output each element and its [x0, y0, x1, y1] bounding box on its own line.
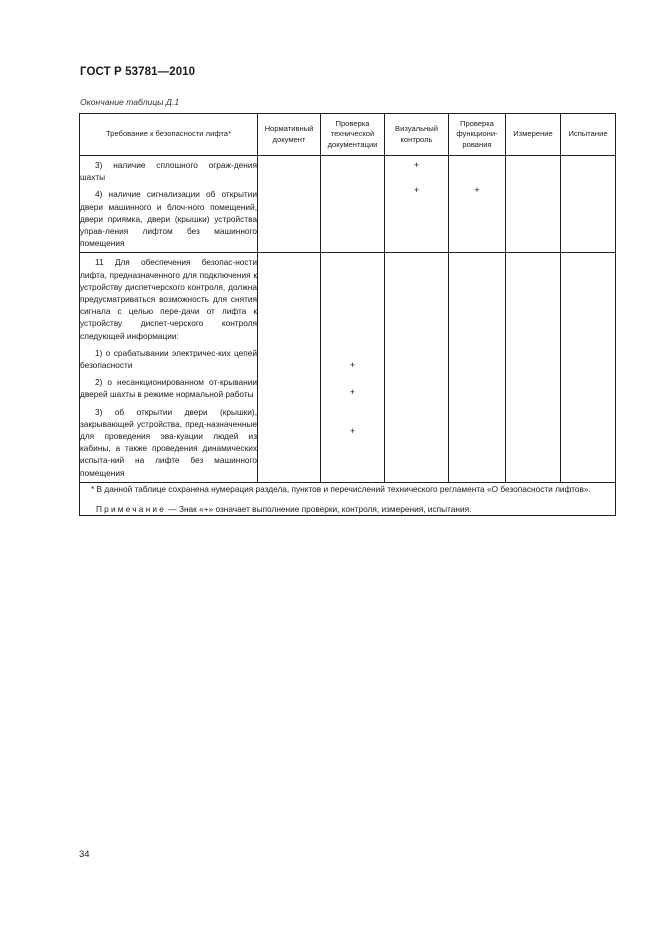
requirements-table [79, 113, 616, 516]
col-header-requirement: Требование к безопасности лифта* [80, 114, 258, 156]
requirement-item: 2) о несанкционированном от-крывании дверей шахты в режиме нормальной работы [80, 377, 257, 400]
requirement-item: 3) наличие сплошного ограж-дения шахты [80, 160, 257, 183]
mark-cell [321, 156, 385, 253]
requirement-cell [80, 253, 258, 482]
plus-mark: + [413, 160, 420, 170]
document-header: ГОСТ Р 53781—2010 [80, 66, 196, 78]
col-header-tech-doc-check: Проверка технической документации [321, 114, 385, 156]
col-header-normative-doc: Нормативный документ [258, 114, 321, 156]
plus-mark: + [349, 426, 356, 437]
table-remark [80, 503, 615, 515]
table-caption: Окончание таблицы Д.1 [80, 97, 180, 107]
plus-mark: + [474, 185, 480, 195]
mark-cell [449, 253, 506, 482]
table-notes-row [80, 482, 616, 515]
table-header-row [80, 114, 616, 156]
requirement-item: 1) о срабатывании электричес-ких цепей безопасности [80, 347, 257, 371]
mark-cell [258, 253, 321, 482]
mark-cell [385, 156, 449, 253]
col-header-test: Испытание [561, 114, 616, 156]
table-notes [80, 482, 616, 515]
plus-mark: + [349, 387, 356, 398]
mark-cell [506, 156, 561, 253]
table-footnote: * В данной таблице сохранена нумерация раздела, пунктов и перечислений технического регламента «О безопасности лифтов». [91, 483, 591, 494]
requirement-item: 11 Для обеспечения безопас-ности лифта, предназначенного для подключения к устройству диспетчерского контроля, должна предусматриваться возможность для снятия сигнала с целью пере-дачи от лифта к устройству диспет-черского контроля следующей информации: [80, 257, 257, 341]
remark-text: — Знак «+» означает выполнение проверки, контроля, измерения, испытания. [166, 504, 472, 515]
table-row [80, 253, 616, 482]
mark-cell [561, 253, 616, 482]
page-number: 34 [79, 849, 90, 860]
col-header-measurement: Измерение [506, 114, 561, 156]
mark-cell [506, 253, 561, 482]
requirement-item: 4) наличие сигнализации об открытии двери машинного и блоч-ного помещений, двери приямка, двери (крышки) устройства управ-ления лифтом без машинного помещения [80, 189, 257, 249]
requirement-cell [80, 156, 258, 253]
mark-cell [321, 253, 385, 482]
plus-mark: + [349, 360, 356, 371]
mark-cell [385, 253, 449, 482]
mark-cell [258, 156, 321, 253]
mark-cell [561, 156, 616, 253]
requirement-item: 3) об открытии двери (крышки), закрывающей устройства, пред-назначенные для проведения эва-куации людей из кабины, а также проведения динамических испыта-ний на лифте без машинного помещения [80, 406, 257, 478]
table-row [80, 156, 616, 253]
mark-cell [449, 156, 506, 253]
col-header-function-check: Проверка функциони- рования [449, 114, 506, 156]
remark-label: Примечание [96, 504, 167, 515]
plus-mark: + [413, 185, 420, 195]
col-header-visual-control: Визуальный контроль [385, 114, 449, 156]
